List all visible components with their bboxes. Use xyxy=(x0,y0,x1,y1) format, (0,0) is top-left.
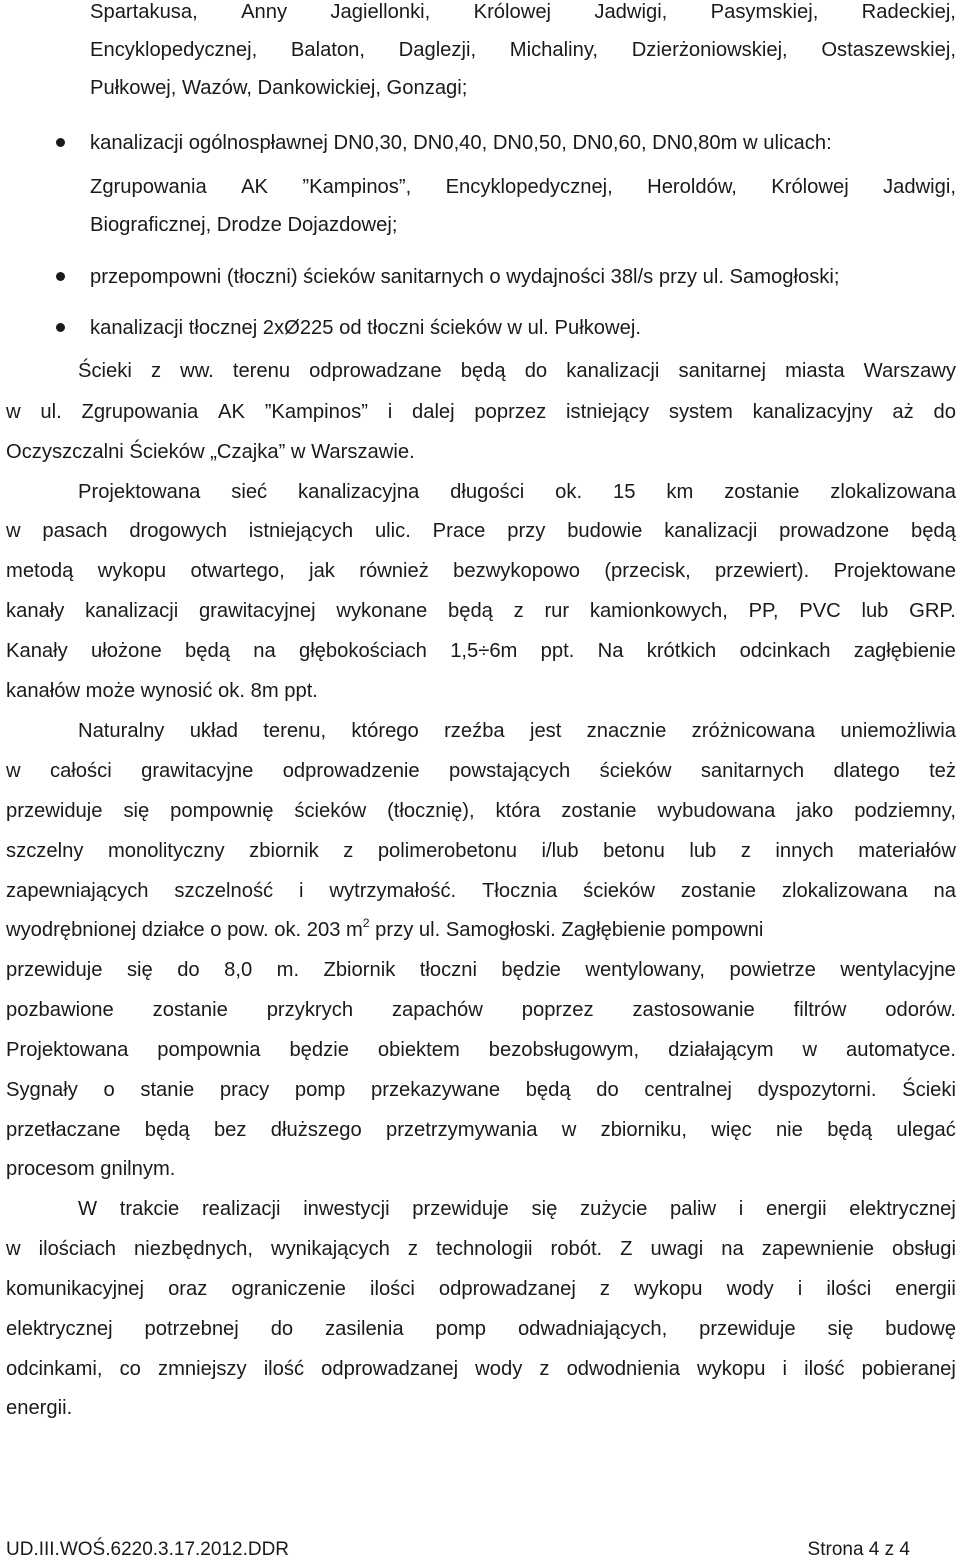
text-line: elektrycznej potrzebnej do zasilenia pomp odwadniających, przewiduje się budowę xyxy=(6,1318,956,1340)
text-line: w pasach drogowych istniejących ulic. Prace przy budowie kanalizacji prowadzone będą xyxy=(6,520,956,542)
text-line: metodą wykopu otwartego, jak również bezwykopowo (przecisk, przewiert). Projektowane xyxy=(6,560,956,582)
page-footer xyxy=(6,1538,910,1562)
text-line: zapewniających szczelność i wytrzymałość. Tłocznia ścieków zostanie zlokalizowana na xyxy=(6,880,956,902)
text-line: Spartakusa, Anny Jagiellonki, Królowej Jadwigi, Pasymskiej, Radeckiej, xyxy=(90,1,956,23)
text-line: kanałów może wynosić ok. 8m ppt. xyxy=(6,680,318,702)
document-reference: UD.III.WOŚ.6220.3.17.2012.DDR xyxy=(6,1539,290,1560)
text-line: energii. xyxy=(6,1397,73,1419)
text-line: kanalizacji tłocznej 2xØ225 od tłoczni ścieków w ul. Pułkowej. xyxy=(90,317,641,339)
text-line: procesom gnilnym. xyxy=(6,1158,176,1180)
bullet-icon xyxy=(56,272,65,281)
text-line: przewiduje się pompownię ścieków (tłocznię), która zostanie wybudowana jako podziemny, xyxy=(6,800,956,822)
text-line: w ilościach niezbędnych, wynikających z technologii robót. Z uwagi na zapewnienie obsługi xyxy=(6,1238,956,1260)
text-line: Projektowana pompownia będzie obiektem bezobsługowym, działającym w automatyce. xyxy=(6,1039,956,1061)
text-line: kanały kanalizacji grawitacyjnej wykonane będą z rur kamionkowych, PP, PVC lub GRP. xyxy=(6,600,956,622)
text-line: komunikacyjnej oraz ograniczenie ilości odprowadzanej z wykopu wody i ilości energii xyxy=(6,1278,956,1300)
text-line: przewiduje się do 8,0 m. Zbiornik tłoczni będzie wentylowany, powietrze wentylacyjne xyxy=(6,959,956,981)
area-text-after: przy ul. Samogłoski. Zagłębienie pompowni xyxy=(369,919,764,941)
text-line: Projektowana sieć kanalizacyjna długości ok. 15 km zostanie zlokalizowana xyxy=(78,481,956,503)
text-line: Biograficznej, Drodze Dojazdowej; xyxy=(90,214,398,236)
text-line: Kanały ułożone będą na głębokościach 1,5÷6m ppt. Na krótkich odcinkach zagłębienie xyxy=(6,640,956,662)
text-line: w ul. Zgrupowania AK ”Kampinos” i dalej poprzez istniejący system kanalizacyjny aż do xyxy=(6,401,956,423)
text-line: szczelny monolityczny zbiornik z polimerobetonu i/lub betonu lub z innych materiałów xyxy=(6,840,956,862)
bullet-icon xyxy=(56,138,65,147)
text-line: W trakcie realizacji inwestycji przewiduje się zużycie paliw i energii elektrycznej xyxy=(78,1198,956,1220)
text-line: pozbawione zostanie przykrych zapachów poprzez zastosowanie filtrów odorów. xyxy=(6,999,956,1021)
text-line: Zgrupowania AK ”Kampinos”, Encyklopedycznej, Heroldów, Królowej Jadwigi, xyxy=(90,176,956,198)
text-line: Pułkowej, Wazów, Dankowickiej, Gonzagi; xyxy=(90,77,468,99)
text-line: przetłaczane będą bez dłuższego przetrzymywania w zbiorniku, więc nie będą ulegać xyxy=(6,1119,956,1141)
page-number: Strona 4 z 4 xyxy=(807,1539,910,1560)
text-line: Ścieki z ww. terenu odprowadzane będą do kanalizacji sanitarnej miasta Warszawy xyxy=(78,360,956,382)
text-line: Encyklopedycznej, Balaton, Daglezji, Michaliny, Dzierżoniowskiej, Ostaszewskiej, xyxy=(90,39,956,61)
text-line: przepompowni (tłoczni) ścieków sanitarnych o wydajności 38l/s przy ul. Samogłoski; xyxy=(90,266,840,288)
text-line: kanalizacji ogólnospławnej DN0,30, DN0,40, DN0,50, DN0,60, DN0,80m w ulicach: xyxy=(90,132,832,154)
area-superscript: 2 xyxy=(362,916,370,930)
text-line: Oczyszczalni Ścieków „Czajka” w Warszawie. xyxy=(6,441,415,463)
text-line-with-superscript xyxy=(6,918,956,942)
area-text-before: wyodrębnionej działce o pow. ok. 203 m xyxy=(6,919,363,941)
text-line: Sygnały o stanie pracy pomp przekazywane będą do centralnej dyspozytorni. Ścieki xyxy=(6,1079,956,1101)
text-line: Naturalny układ terenu, którego rzeźba jest znacznie zróżnicowana uniemożliwia xyxy=(78,720,956,742)
text-line: w całości grawitacyjne odprowadzenie powstających ścieków sanitarnych dlatego też xyxy=(6,760,956,782)
bullet-icon xyxy=(56,323,65,332)
text-line: odcinkami, co zmniejszy ilość odprowadzanej wody z odwodnienia wykopu i ilość pobieranej xyxy=(6,1358,956,1380)
